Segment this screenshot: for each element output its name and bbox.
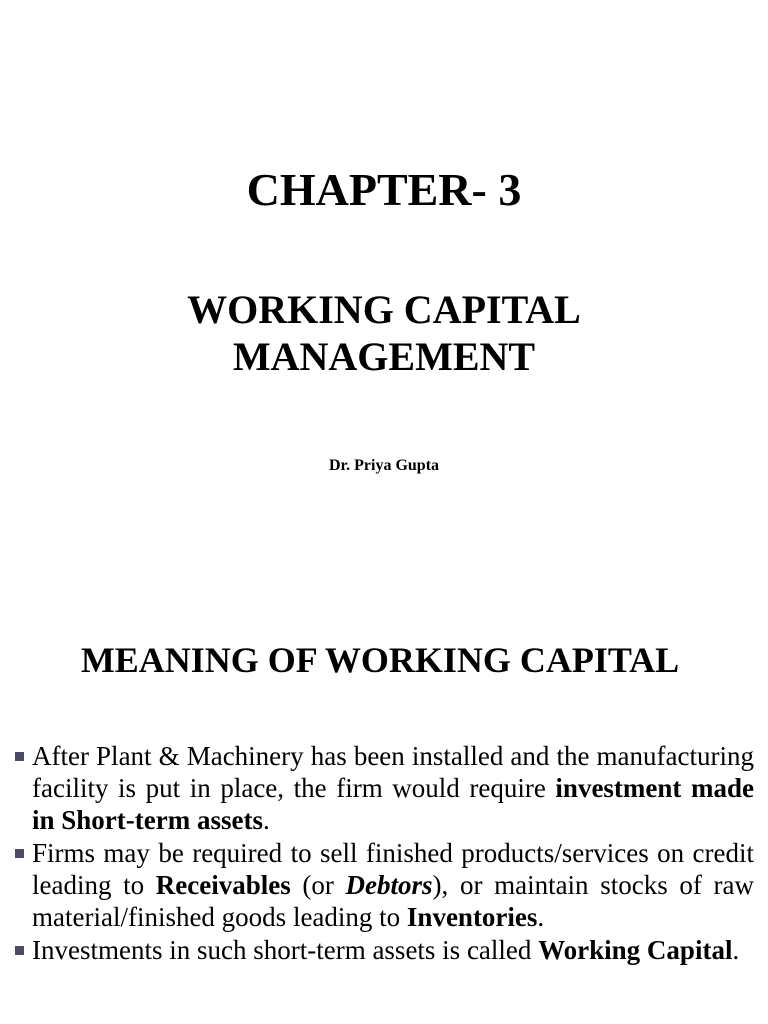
square-bullet-icon (15, 849, 24, 858)
bullet-item-1 (14, 740, 754, 836)
author-name: Dr. Priya Gupta (328, 457, 440, 474)
bullet-list (14, 740, 754, 967)
chapter-subtitle-line-1: WORKING CAPITAL (187, 287, 581, 332)
bullet-text: . (732, 935, 740, 965)
bullet-text: ), or maintain stocks of raw material/finished goods leading to (32, 870, 754, 932)
bullet-text: Investments in such short-term assets is called (32, 935, 539, 965)
bullet-emphasis-italic: Debtors (345, 870, 433, 900)
bullet-emphasis: Working Capital (538, 935, 733, 965)
bullet-item-2 (14, 837, 754, 933)
bullet-item-3 (14, 934, 754, 966)
bullet-emphasis: Inventories (406, 902, 538, 932)
bullet-text: (or (290, 870, 346, 900)
bullet-text: Firms may be required to sell finished products/services on credit leading to (32, 838, 754, 900)
chapter-subtitle-line-2: MANAGEMENT (232, 334, 536, 379)
square-bullet-icon (15, 946, 24, 955)
bullet-text: . (262, 805, 270, 835)
bullet-text: After Plant & Machinery has been installed and the manufacturing facility is put in place, the firm would require (32, 741, 754, 803)
chapter-subtitle (0, 286, 768, 380)
bullet-text: . (537, 902, 545, 932)
section-title: MEANING OF WORKING CAPITAL (80, 640, 680, 680)
bullet-emphasis: Receivables (155, 870, 291, 900)
square-bullet-icon (15, 752, 24, 761)
bullet-emphasis: investment made in Short-term assets (32, 773, 754, 835)
content-slide (0, 580, 768, 1024)
chapter-title: CHAPTER- 3 (246, 164, 522, 215)
